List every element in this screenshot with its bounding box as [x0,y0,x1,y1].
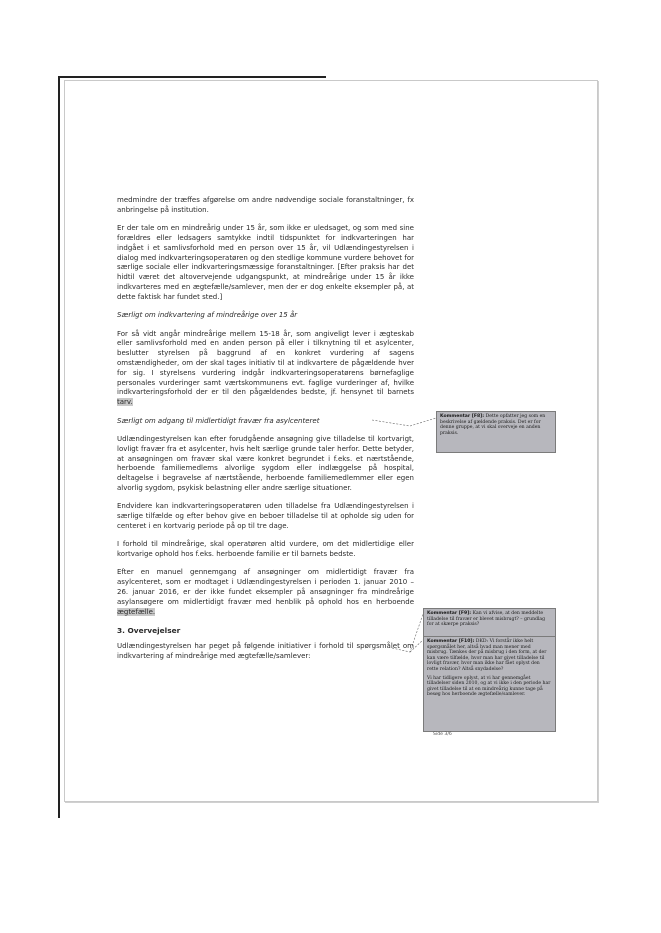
paragraph-7-text: Efter en manuel gennemgang af ansøgninger om midlertidigt fravær fra asylcenteret, som er modtaget i Udlændingestyrelsen i perioden 1. januar 2010 – 26. januar 2016, er der ikke fundet eksempler på ansøgninger fra mindreårige asylansøgere om midlertidigt fravær med henblik på ophold hos en herboende [117,568,414,606]
paragraph-5: Endvidere kan indkvarteringsoperatøren uden tilladelse fra Udlændingestyrelsen i særlige tilfælde og efter behov give en beboer tilladelse til at opholde sig uden for centeret i en kortvarig periode på op til tre dage. [117,502,414,530]
comment-anchor-f9[interactable]: ægtefælle. [117,607,156,616]
comment-f10-text: DKD: Vi forstår ikke helt spørgsmålet her, altså hvad man mener med misbrug. Tænkes der på misbrug i den form, at der kan være tilfælde, hvor man har givet tilladelse til lovligt fravær, hvor man ikke har fået oplyst den rette relation? Altså snydadelse? [427,639,547,672]
section-heading-3: 3. Overvejelser [117,626,181,636]
comment-f9-text: Kan vi afvise, at den meddelte tilladelse til fravær er blevet misbrugt? – grundlag for at skærpe praksis? [427,611,546,628]
paragraph-8: Udlændingestyrelsen har peget på følgende initiativer i forhold til spørgsmålet om indkvartering af mindreårige med ægtefælle/samlever: [117,641,414,660]
comment-f8[interactable] [436,411,556,453]
comment-f9-title: Kommentar [F9]: [427,611,472,616]
paragraph-6: I forhold til mindreårige, skal operatøren altid vurdere, om det midlertidige eller kortvarige ophold hos f.eks. herboende familie er til barnets bedste. [117,540,414,559]
connector-f9 [392,614,423,652]
subheading-1: Særligt om indkvartering af mindreårige over 15 år [117,311,298,320]
page-number: Side 3/6 [433,732,452,737]
comment-f8-text: Dette opfatter jeg som en beskrivelse af gældende praksis. Det er for denne gruppe, at vi skal overveje en anden praksis. [440,414,546,436]
paragraph-1: medmindre der træffes afgørelse om andre nødvendige sociale foranstaltninger, fx anbringelse på institution. [117,196,414,214]
comment-f10[interactable] [423,636,556,732]
comment-f9[interactable] [423,608,556,638]
comment-anchor-f8[interactable]: tarv. [117,398,133,407]
connector-f8 [372,418,436,426]
paragraph-3-text: For så vidt angår mindreårige mellem 15-18 år, som angiveligt lever i ægteskab eller samlivsforhold med en anden person på eller i tilknytning til et asylcenter, beslutter styrelsen på baggrund af en konkret vurdering af sagens omstændigheder, om der skal tages initiativ til at indkvartere de pågældende hver for sig. I styrelsens vurdering indgår indkvarteringsoperatørens børnefaglige personales vurderinger samt værtskommunens evt. faglige vurderinger af, hvilke indkvarteringsforhold der er til den pågældendes bedste, jf. hensynet til barnets [117,329,414,397]
comment-f10-title: Kommentar [F10]: [427,639,475,644]
subheading-2: Særligt om adgang til midlertidigt fravær fra asylcenteret [117,416,320,425]
comment-f8-title: Kommentar [F8]: [440,414,485,419]
paragraph-2: Er der tale om en mindreårig under 15 år, som ikke er uledsaget, og som med sine forældres eller ledsagers samtykke indtil tidspunktet for indkvarteringen har indgået i et samlivsforhold med en person over 15 år, vil Udlændingestyrelsen i dialog med indkvarteringsoperatøren og den stedlige kommune vurdere behovet for særlige sociale eller indkvarteringsmæssige foranstaltninger. [Efter praksis har det hidtil været det altovervejende udgangspunkt, at mindreårige under 15 år ikke indkvarteres med en ægtefælle/samlever, men der er dog enkelte eksempler på, at dette faktisk har fundet sted.] [117,224,414,301]
comment-f10-text-2: Vi har tidligere oplyst, at vi har gennemgået tilladelser siden 2010, og at vi ikke i den periode har givet tilladelse til at en mindreårig kunne tage på besøg hos herboende ægtefælle/samlever. [427,675,551,698]
paragraph-4: Udlændingestyrelsen kan efter forudgående ansøgning give tilladelse til kortvarigt, lovligt fravær fra et asylcenter, hvis helt særlige grunde taler herfor. Dette betyder, at ansøgningen om fravær skal være konkret begrundet i f.eks. et nærtstående, herboende familiemedlems alvorlige sygdom eller indlæggelse på hospital, deltagelse i begravelse af nærtstående, herboende familiemedlemmer eller egen alvorlig sygdom, psykisk belastning eller andre særlige situationer. [117,434,414,492]
